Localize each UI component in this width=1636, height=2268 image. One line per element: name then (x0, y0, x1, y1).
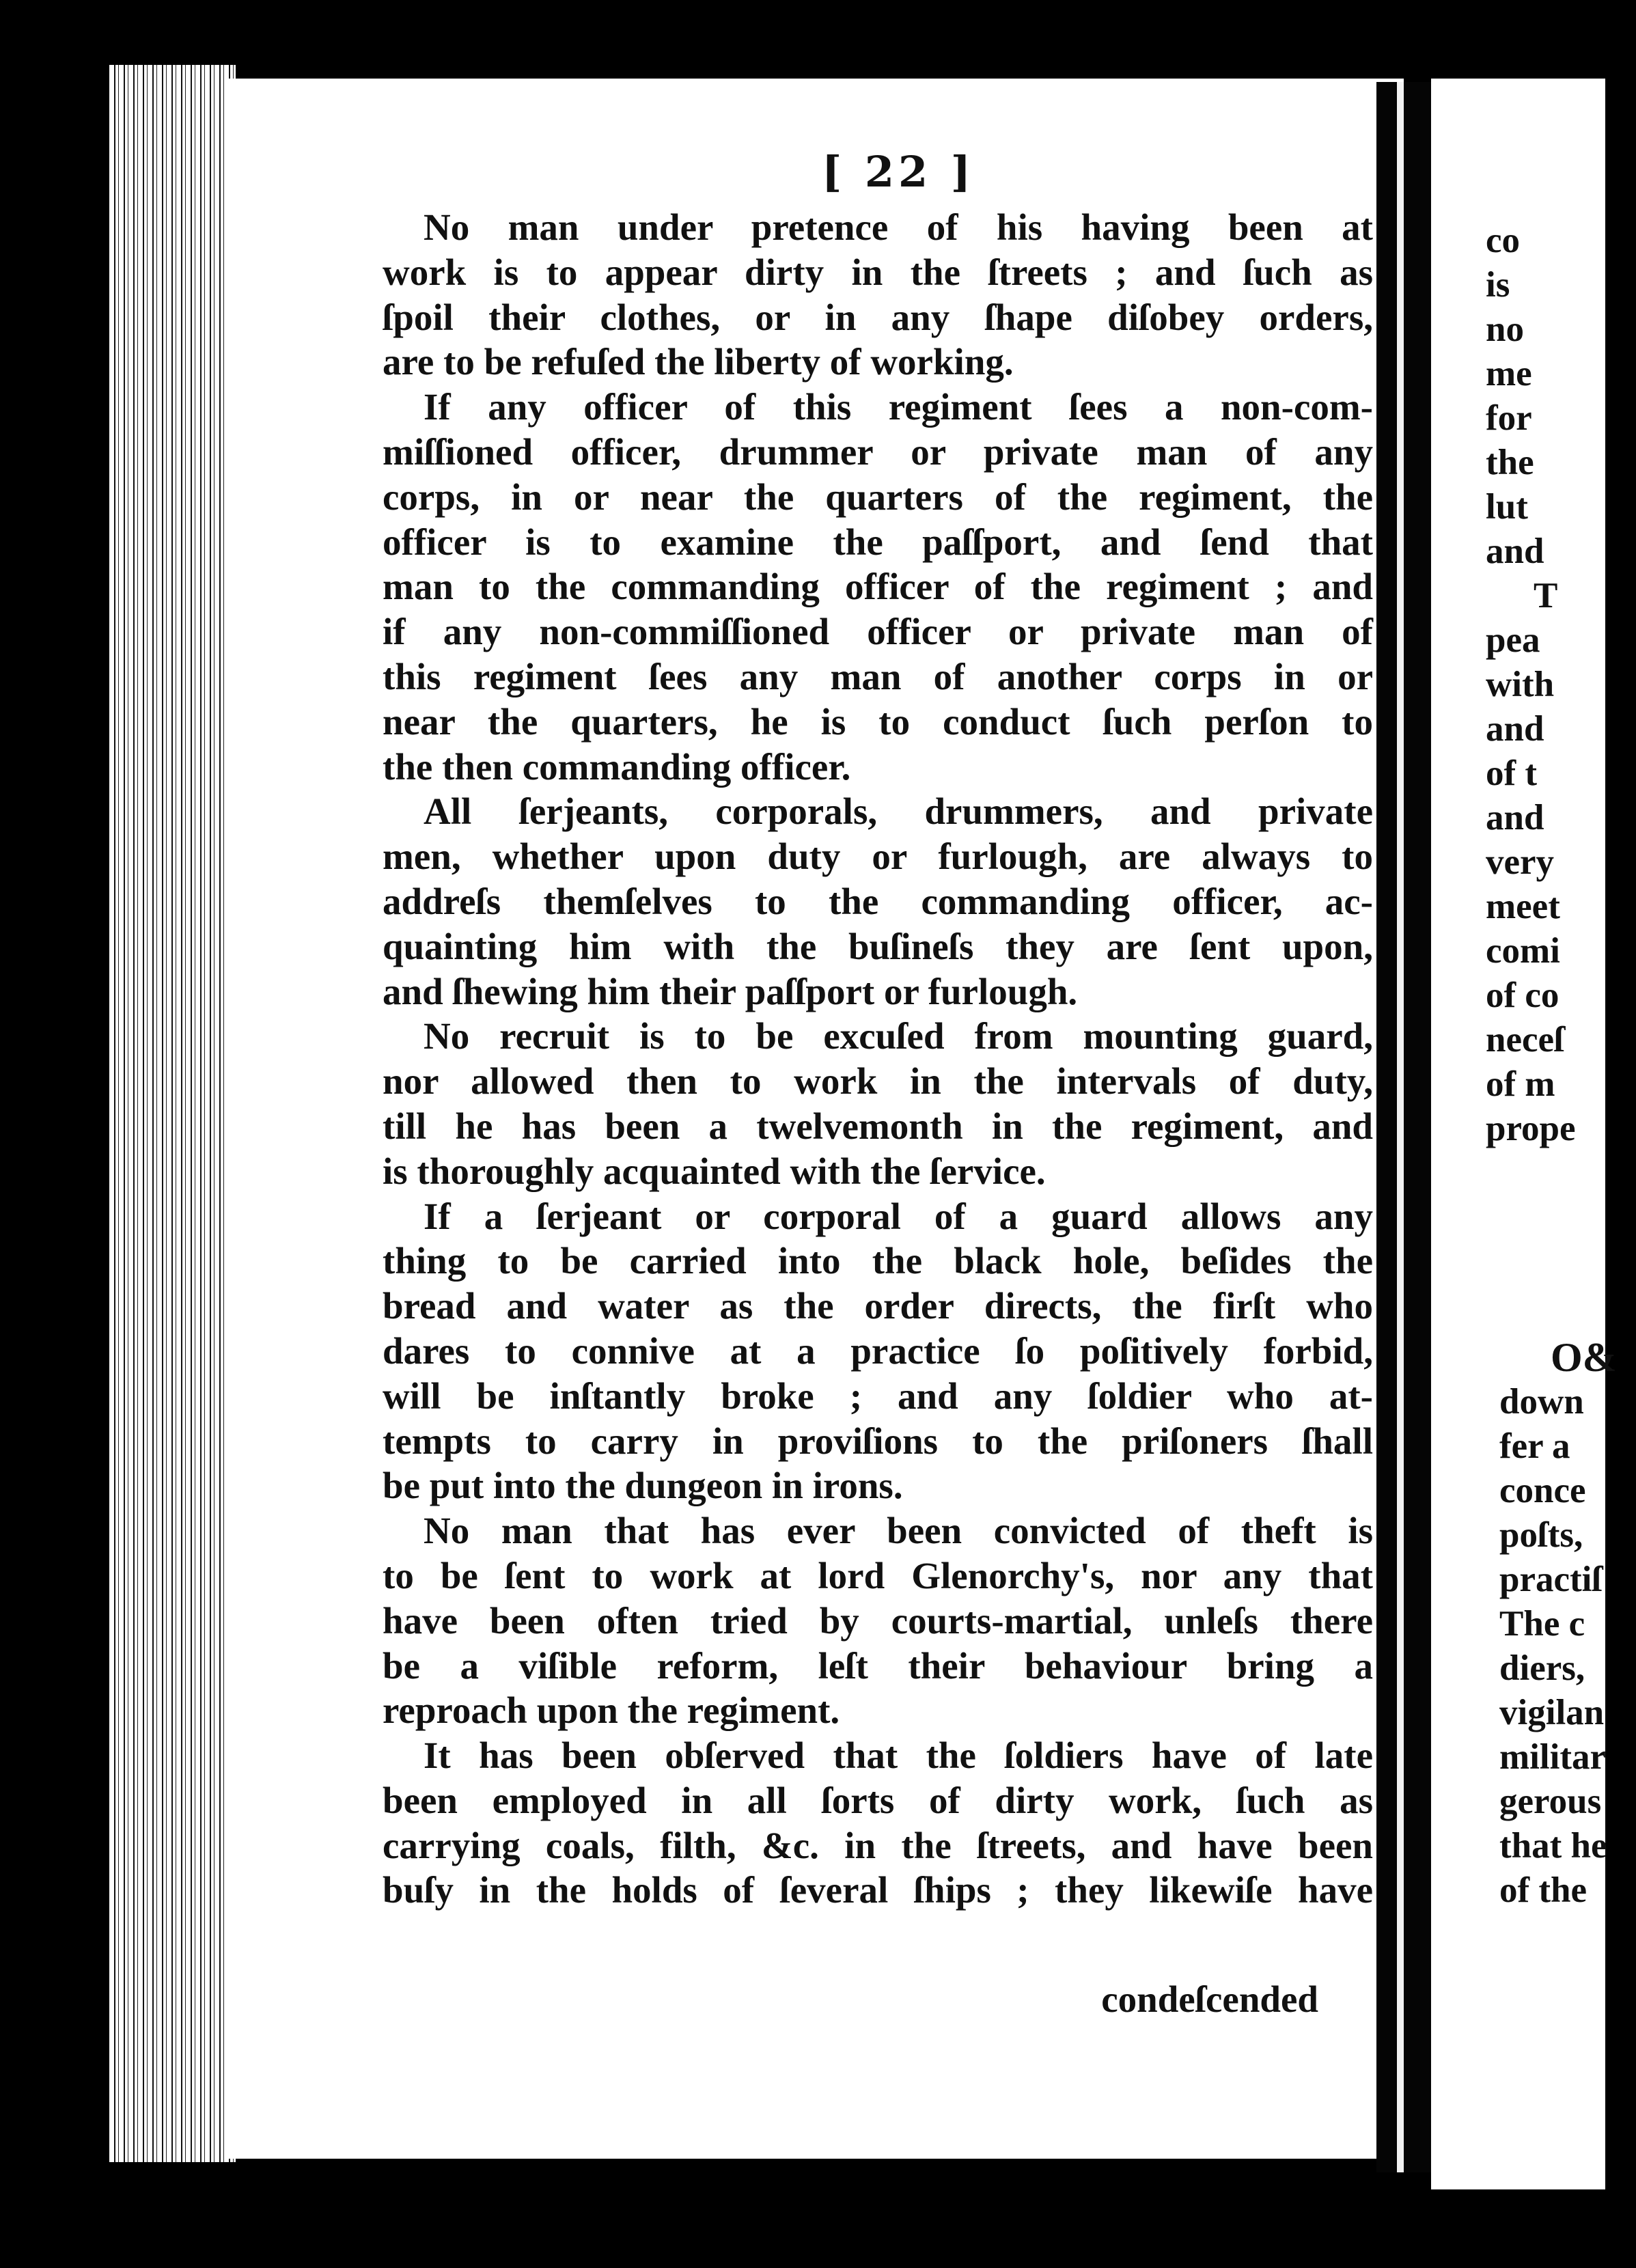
text-line: near the quarters, he is to conduct ſuch perſon to (383, 700, 1373, 743)
text-line: is thoroughly acquainted with the ſervice. (383, 1150, 1046, 1192)
right-page-fragment: is (1486, 265, 1510, 305)
book-gutter (1376, 82, 1431, 2172)
right-page-fragment: vigilan (1499, 1693, 1605, 1732)
right-page-fragment: diers, (1499, 1648, 1585, 1688)
right-page-fragment: and (1486, 798, 1544, 838)
right-page-fragment: that he (1499, 1826, 1607, 1866)
text-line: to be ſent to work at lord Glenorchy's, nor any that (383, 1554, 1373, 1596)
text-line: bread and water as the order directs, the firſt who (383, 1285, 1373, 1327)
text-line: buſy in the holds of ſeveral ſhips ; they likewiſe have (383, 1869, 1373, 1911)
text-line: have been often tried by courts-martial, unleſs there (383, 1599, 1373, 1642)
right-page-fragment: fer a (1499, 1426, 1570, 1466)
right-page-fragment: the (1486, 443, 1534, 482)
right-page-fragment: down (1499, 1382, 1584, 1422)
text-line: reproach upon the regiment. (383, 1689, 840, 1732)
right-page-fragment: T (1534, 576, 1558, 616)
text-line: been employed in all ſorts of dirty work, ſuch as (383, 1779, 1373, 1821)
right-page-fragment: The c (1499, 1604, 1585, 1644)
text-line: corps, in or near the quarters of the regiment, the (383, 475, 1373, 518)
text-line: this regiment ſees any man of another corps in or (383, 655, 1373, 697)
right-page-fragment: co (1486, 221, 1521, 260)
text-line: No recruit is to be excuſed from mounting guard, (424, 1015, 1373, 1057)
text-line: officer is to examine the paſſport, and ſend that (383, 521, 1373, 563)
right-page-fragment: gerous (1499, 1782, 1602, 1821)
gutter-highlight (1397, 82, 1404, 2172)
text-line: If a ſerjeant or corporal of a guard allows any (424, 1195, 1373, 1237)
text-line: addreſs themſelves to the commanding officer, ac- (383, 880, 1373, 922)
right-page-fragment: with (1486, 665, 1555, 704)
catchword: condeſcended (1101, 1978, 1318, 2020)
page-number: [ 22 ] (821, 147, 975, 197)
right-page-fragment: of t (1486, 753, 1538, 793)
text-line: thing to be carried into the black hole, beſides the (383, 1240, 1373, 1282)
right-page-fragment: and (1486, 709, 1544, 749)
text-line: miſſioned officer, drummer or private man of any (383, 430, 1373, 473)
right-page-fragment: lut (1486, 487, 1528, 527)
right-page-fragment: neceſ (1486, 1020, 1564, 1060)
text-line: man to the commanding officer of the regiment ; and (383, 566, 1373, 608)
right-page-fragment: very (1486, 842, 1555, 882)
text-line: All ſerjeants, corporals, drummers, and private (424, 790, 1373, 833)
right-page-fragment: of co (1486, 976, 1559, 1015)
right-page-fragment: and (1486, 531, 1544, 571)
right-page-fragment: O& (1551, 1335, 1617, 1380)
right-page-fragment: comi (1486, 931, 1560, 971)
right-page-fragments-top (1486, 219, 1636, 1151)
right-page-fragment: practiſ (1499, 1560, 1603, 1599)
text-line: and ſhewing him their paſſport or furlough. (383, 970, 1078, 1012)
text-line: will be inſtantly broke ; and any ſoldier who at- (383, 1374, 1373, 1417)
text-line: No man under pretence of his having been at (424, 206, 1373, 248)
left-page-body-text (383, 205, 1373, 1913)
right-page-fragment: no (1486, 309, 1524, 349)
right-page-fragment: for (1486, 398, 1532, 438)
right-page-fragment: conce (1499, 1471, 1586, 1510)
right-page-fragments-bottom (1499, 1336, 1636, 1913)
text-line: ſpoil their clothes, or in any ſhape diſobey orders, (383, 296, 1373, 338)
text-line: be a viſible reform, leſt their behaviour bring a (383, 1644, 1373, 1687)
text-line: are to be refuſed the liberty of working. (383, 341, 1014, 383)
text-line: If any officer of this regiment ſees a non-com- (424, 386, 1373, 428)
right-page-fragment: me (1486, 354, 1532, 393)
right-page-fragment: meet (1486, 887, 1560, 926)
right-page-fragment: prope (1486, 1109, 1576, 1148)
right-page-fragment: poſts, (1499, 1515, 1583, 1555)
text-line: be put into the dungeon in irons. (383, 1465, 903, 1507)
right-page-fragment: militar (1499, 1737, 1606, 1777)
text-line: dares to connive at a practice ſo poſitively forbid, (383, 1329, 1373, 1372)
text-line: carrying coals, filth, &c. in the ſtreets, and have been (383, 1824, 1373, 1866)
text-line: men, whether upon duty or furlough, are always to (383, 835, 1373, 878)
right-page-fragment: of the (1499, 1870, 1588, 1910)
page-fore-edge (109, 65, 236, 2162)
text-line: It has been obſerved that the ſoldiers have of late (424, 1734, 1373, 1777)
text-line: work is to appear dirty in the ſtreets ; and ſuch as (383, 251, 1373, 293)
text-line: till he has been a twelvemonth in the regiment, and (383, 1105, 1373, 1147)
text-line: No man that has ever been convicted of theft is (424, 1510, 1373, 1552)
text-line: nor allowed then to work in the intervals of duty, (383, 1060, 1373, 1103)
text-line: if any non-commiſſioned officer or private man of (383, 611, 1373, 653)
right-page-fragment: of m (1486, 1064, 1555, 1104)
text-line: tempts to carry in proviſions to the priſoners ſhall (383, 1420, 1373, 1462)
text-line: the then commanding officer. (383, 745, 851, 788)
text-line: quainting him with the buſineſs they are ſent upon, (383, 925, 1373, 967)
right-page-fragment: pea (1486, 620, 1540, 660)
